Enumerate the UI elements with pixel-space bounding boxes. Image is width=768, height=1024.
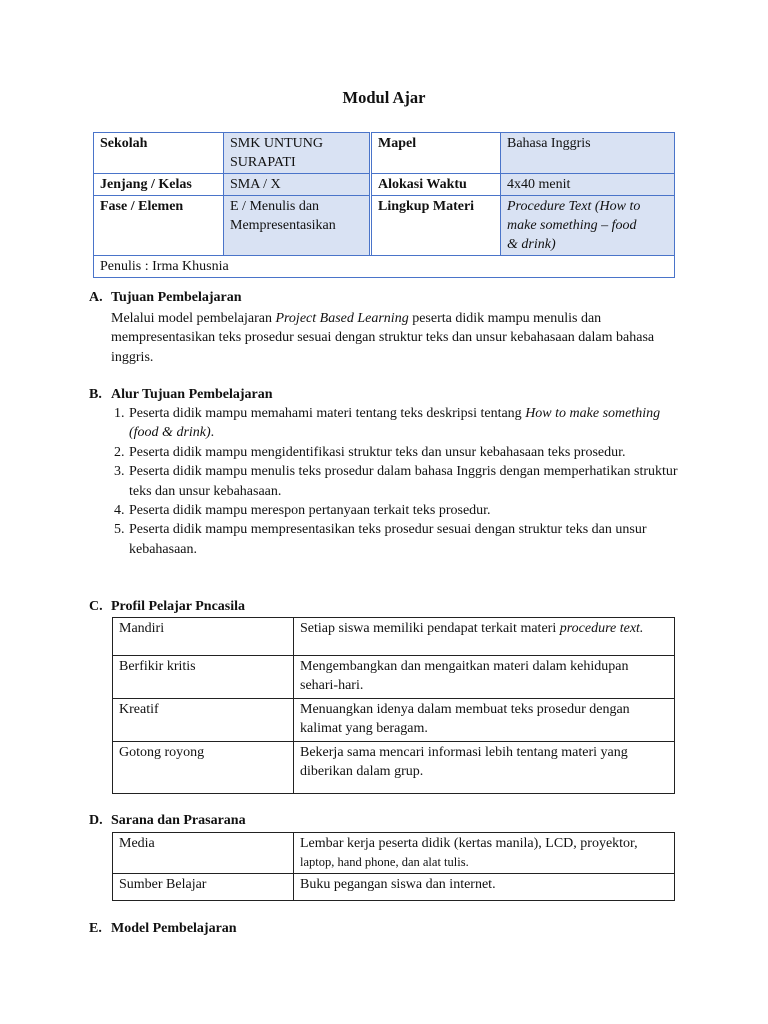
section-e-heading: E. Model Pembelajaran (89, 921, 237, 936)
table-row (113, 656, 675, 699)
info-table (93, 132, 675, 278)
profil-value: Setiap siswa memiliki pendapat terkait materi procedure text. (294, 618, 675, 656)
list-item: 1. Peserta didik mampu memahami materi tentang teks deskripsi tentang How to make something (food & drink). (128, 404, 688, 443)
sarana-key: Sumber Belajar (113, 874, 294, 901)
profil-key: Mandiri (113, 618, 294, 656)
table-row (113, 874, 675, 901)
sarana-key: Media (113, 833, 294, 874)
table-row (113, 699, 675, 742)
sarana-table (112, 832, 675, 901)
sekolah-label: Sekolah (94, 133, 224, 174)
table-row (113, 618, 675, 656)
alokasi-value: 4x40 menit (501, 174, 675, 196)
sarana-value: Buku pegangan siswa dan internet. (294, 874, 675, 901)
jenjang-label: Jenjang / Kelas (94, 174, 224, 196)
sekolah-value: SMK UNTUNG SURAPATI (224, 133, 370, 174)
profil-value: Bekerja sama mencari informasi lebih tentang materi yang diberikan dalam grup. (294, 742, 675, 794)
mapel-value: Bahasa Inggris (501, 133, 675, 174)
list-item: 3. Peserta didik mampu menulis teks prosedur dalam bahasa Inggris dengan memperhatikan struktur teks dan unsur kebahasaan. (128, 462, 688, 501)
list-item: 2. Peserta didik mampu mengidentifikasi struktur teks dan unsur kebahasaan teks prosedur. (128, 443, 688, 462)
fase-label: Fase / Elemen (94, 196, 224, 256)
table-row (113, 833, 675, 874)
jenjang-value: SMA / X (224, 174, 370, 196)
section-c-heading: C. Profil Pelajar Pncasila (89, 599, 246, 614)
document-title: Modul Ajar (342, 88, 426, 107)
list-item: 5. Peserta didik mampu mempresentasikan teks prosedur sesuai dengan struktur teks dan unsur kebahasaan. (128, 520, 688, 559)
section-d-heading: D. Sarana dan Prasarana (89, 813, 246, 828)
mapel-label: Mapel (372, 133, 501, 174)
section-a-text: Melalui model pembelajaran Project Based Learning peserta didik mampu menulis dan mempresentasikan teks prosedur sesuai dengan struktur teks dan unsur kebahasaan dalam bahasa inggris. (111, 311, 655, 365)
profil-table (112, 617, 675, 794)
section-b-heading: B. Alur Tujuan Pembelajaran (89, 387, 273, 402)
learning-flow-list (111, 404, 688, 559)
fase-value: E / Menulis dan Mempresentasikan (224, 196, 370, 256)
table-row (113, 742, 675, 794)
profil-value: Mengembangkan dan mengaitkan materi dalam kehidupan sehari-hari. (294, 656, 675, 699)
lingkup-label: Lingkup Materi (372, 196, 501, 256)
list-item: 4. Peserta didik mampu merespon pertanyaan terkait teks prosedur. (128, 501, 688, 520)
sarana-value: Lembar kerja peserta didik (kertas manila), LCD, proyektor, laptop, hand phone, dan alat tulis. (294, 833, 675, 874)
profil-key: Kreatif (113, 699, 294, 742)
profil-key: Gotong royong (113, 742, 294, 794)
penulis-cell: Penulis : Irma Khusnia (94, 256, 675, 278)
profil-value: Menuangkan idenya dalam membuat teks prosedur dengan kalimat yang beragam. (294, 699, 675, 742)
profil-key: Berfikir kritis (113, 656, 294, 699)
alokasi-label: Alokasi Waktu (372, 174, 501, 196)
lingkup-value: Procedure Text (How to make something – food & drink) (501, 196, 675, 256)
section-a-heading: A. Tujuan Pembelajaran (89, 290, 242, 305)
